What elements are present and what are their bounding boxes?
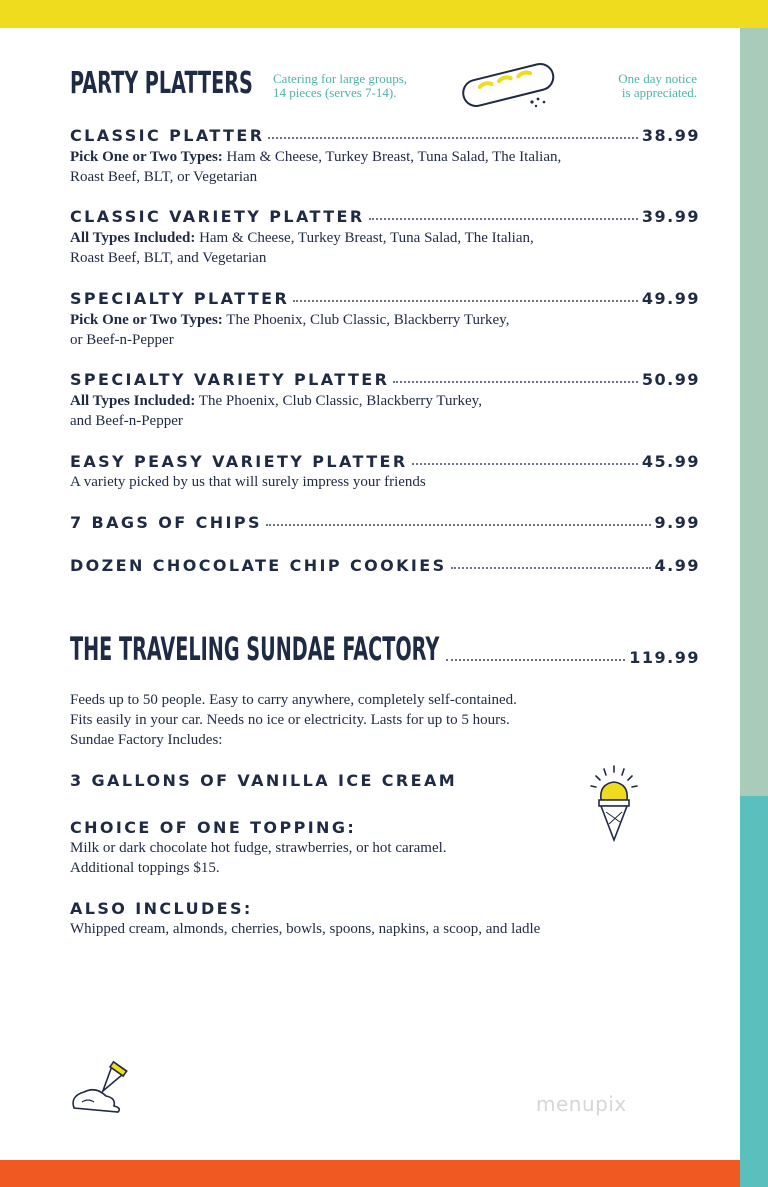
notice-note bbox=[580, 72, 697, 100]
item-name: CLASSIC VARIETY PLATTER bbox=[70, 207, 365, 226]
desc-bold: Pick One or Two Types: bbox=[70, 149, 223, 165]
menu-item-classic-variety-platter bbox=[70, 207, 700, 226]
desc-line-1: The Phoenix, Club Classic, Blackberry Turkey, bbox=[195, 393, 482, 409]
ice-cream-cone-icon bbox=[588, 764, 640, 844]
desc-line-1: Ham & Cheese, Turkey Breast, Tuna Salad, The Italian, bbox=[222, 149, 562, 165]
desc-line-2: Roast Beef, BLT, and Vegetarian bbox=[70, 250, 267, 266]
catering-note-line-1: Catering for large groups, bbox=[273, 71, 408, 86]
item-name: 7 BAGS OF CHIPS bbox=[70, 513, 262, 532]
dot-leader bbox=[268, 137, 637, 139]
sundae-intro-line-1: Feeds up to 50 people. Easy to carry anywhere, completely self-contained. bbox=[70, 692, 517, 708]
side-color-bar-teal bbox=[740, 796, 768, 1187]
sundae-factory-title: THE TRAVELING SUNDAE FACTORY bbox=[70, 630, 440, 668]
side-color-bar-sage bbox=[740, 28, 768, 796]
desc-line-2: Roast Beef, BLT, or Vegetarian bbox=[70, 169, 258, 185]
menu-item-specialty-platter bbox=[70, 289, 700, 308]
desc-bold: All Types Included: bbox=[70, 393, 196, 409]
dot-leader bbox=[293, 300, 638, 302]
dot-leader bbox=[451, 567, 651, 569]
item-name: DOZEN CHOCOLATE CHIP COOKIES bbox=[70, 556, 447, 575]
desc-bold: All Types Included: bbox=[70, 230, 196, 246]
item-name: SPECIALTY VARIETY PLATTER bbox=[70, 370, 390, 389]
dot-leader bbox=[446, 659, 625, 661]
item-price: 49.99 bbox=[641, 289, 700, 308]
item-description bbox=[70, 391, 482, 431]
item-price: 45.99 bbox=[641, 452, 700, 471]
baguette-icon bbox=[458, 58, 562, 110]
menu-item-specialty-variety-platter bbox=[70, 370, 700, 389]
catering-note bbox=[273, 72, 407, 100]
dot-leader bbox=[266, 524, 651, 526]
sundae-factory-price: 119.99 bbox=[629, 648, 700, 667]
item-price: 50.99 bbox=[641, 370, 700, 389]
also-includes-description: Whipped cream, almonds, cherries, bowls, spoons, napkins, a scoop, and ladle bbox=[70, 921, 541, 937]
catering-note-line-2: 14 pieces (serves 7-14). bbox=[273, 85, 397, 100]
sundae-intro-line-2: Fits easily in your car. Needs no ice or electricity. Lasts for up to 5 hours. bbox=[70, 712, 510, 728]
item-description bbox=[70, 228, 534, 268]
sundae-intro-line-3: Sundae Factory Includes: bbox=[70, 732, 223, 748]
item-description bbox=[70, 472, 426, 492]
menu-item-easy-peasy-variety-platter bbox=[70, 452, 700, 471]
topping-desc-line-2: Additional toppings $15. bbox=[70, 860, 220, 876]
notice-note-line-2: is appreciated. bbox=[621, 85, 697, 100]
desc-line-1: Ham & Cheese, Turkey Breast, Tuna Salad, The Italian, bbox=[195, 230, 534, 246]
item-price: 38.99 bbox=[641, 126, 700, 145]
dot-leader bbox=[369, 218, 638, 220]
also-includes-heading: ALSO INCLUDES: bbox=[70, 899, 253, 918]
dot-leader bbox=[412, 463, 638, 465]
topping-desc-line-1: Milk or dark chocolate hot fudge, strawberries, or hot caramel. bbox=[70, 840, 447, 856]
item-name: SPECIALTY PLATTER bbox=[70, 289, 290, 308]
item-name: EASY PEASY VARIETY PLATTER bbox=[70, 452, 408, 471]
menu-item-bags-of-chips bbox=[70, 513, 700, 532]
sundae-factory-price-row bbox=[442, 648, 700, 667]
item-price: 4.99 bbox=[654, 556, 700, 575]
item-description bbox=[70, 310, 509, 350]
party-platters-title: PARTY PLATTERS bbox=[70, 66, 253, 101]
desc-line-1: A variety picked by us that will surely impress your friends bbox=[70, 474, 426, 490]
item-price: 9.99 bbox=[654, 513, 700, 532]
dot-leader bbox=[393, 381, 638, 383]
item-description bbox=[70, 147, 561, 187]
menu-item-classic-platter bbox=[70, 126, 700, 145]
spilled-ice-cream-icon bbox=[68, 1058, 130, 1116]
menu-item-chocolate-chip-cookies bbox=[70, 556, 700, 575]
item-price: 39.99 bbox=[641, 207, 700, 226]
bottom-color-bar bbox=[0, 1160, 740, 1187]
topping-heading: CHOICE OF ONE TOPPING: bbox=[70, 818, 357, 837]
desc-bold: Pick One or Two Types: bbox=[70, 312, 223, 328]
sundae-intro bbox=[70, 690, 517, 750]
item-name: CLASSIC PLATTER bbox=[70, 126, 265, 145]
notice-note-line-1: One day notice bbox=[618, 71, 697, 86]
desc-line-1: The Phoenix, Club Classic, Blackberry Turkey, bbox=[222, 312, 510, 328]
menupix-watermark: menupix bbox=[536, 1092, 627, 1116]
ice-cream-heading: 3 GALLONS OF VANILLA ICE CREAM bbox=[70, 771, 458, 790]
desc-line-2: and Beef-n-Pepper bbox=[70, 413, 183, 429]
desc-line-2: or Beef-n-Pepper bbox=[70, 332, 174, 348]
top-color-bar bbox=[0, 0, 768, 28]
topping-description bbox=[70, 838, 447, 878]
